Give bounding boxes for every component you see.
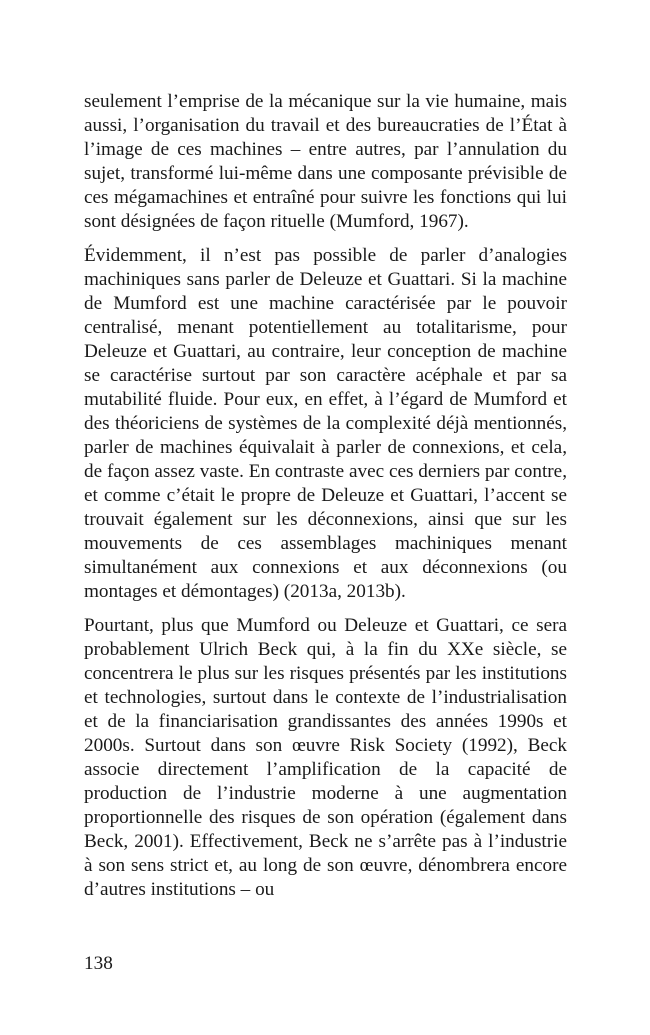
paragraph-1: seulement l’emprise de la mécanique sur la vie humaine, mais aussi, l’organisation du travail et des bureaucraties de l’État à l’image de ces machines – entre autres, par l’annulation du sujet, transformé lui-même dans une composante prévisible de ces mégamachines et entraîné pour suivre les fonctions qui lui sont désignées de façon rituelle (Mumford, 1967). [84, 91, 567, 232]
paragraph-2: Évidemment, il n’est pas possible de parler d’analogies machiniques sans parler de Deleuze et Guattari. Si la machine de Mumford est une machine caractérisée par le pouvoir centralisé, menant potentiellement au totalitarisme, pour Deleuze et Guattari, au contraire, leur conception de machine se caractérise surtout par son caractère acéphale et par sa mutabilité fluide. Pour eux, en effet, à l’égard de Mumford et des théoriciens de systèmes de la complexité déjà mentionnés, parler de machines équivalait à parler de connexions, et cela, de façon assez vaste. En contraste avec ces derniers par contre, et comme c’était le propre de Deleuze et Guattari, l’accent se trouvait également sur les déconnexions, ainsi que sur les mouvements de ces assemblages machiniques menant simultanément aux connexions et aux déconnexions (ou montages et démontages) (2013a, 2013b). [84, 245, 567, 602]
page-number: 138 [84, 953, 113, 974]
paragraph-3: Pourtant, plus que Mumford ou Deleuze et Guattari, ce sera probablement Ulrich Beck qui, à la fin du XXe siècle, se concentrera le plus sur les risques présentés par les institutions et technologies, surtout dans le contexte de l’industrialisation et de la financiarisation grandissantes des années 1990s et 2000s. Surtout dans son œuvre Risk Society (1992), Beck associe directement l’amplification de la capacité de production de l’industrie moderne à une augmentation proportionnelle des risques de son opération (également dans Beck, 2001). Effectivement, Beck ne s’arrête pas à l’industrie à son sens strict et, au long de son œuvre, dénombrera encore d’autres institutions – ou [84, 615, 567, 900]
body-text [84, 90, 567, 912]
